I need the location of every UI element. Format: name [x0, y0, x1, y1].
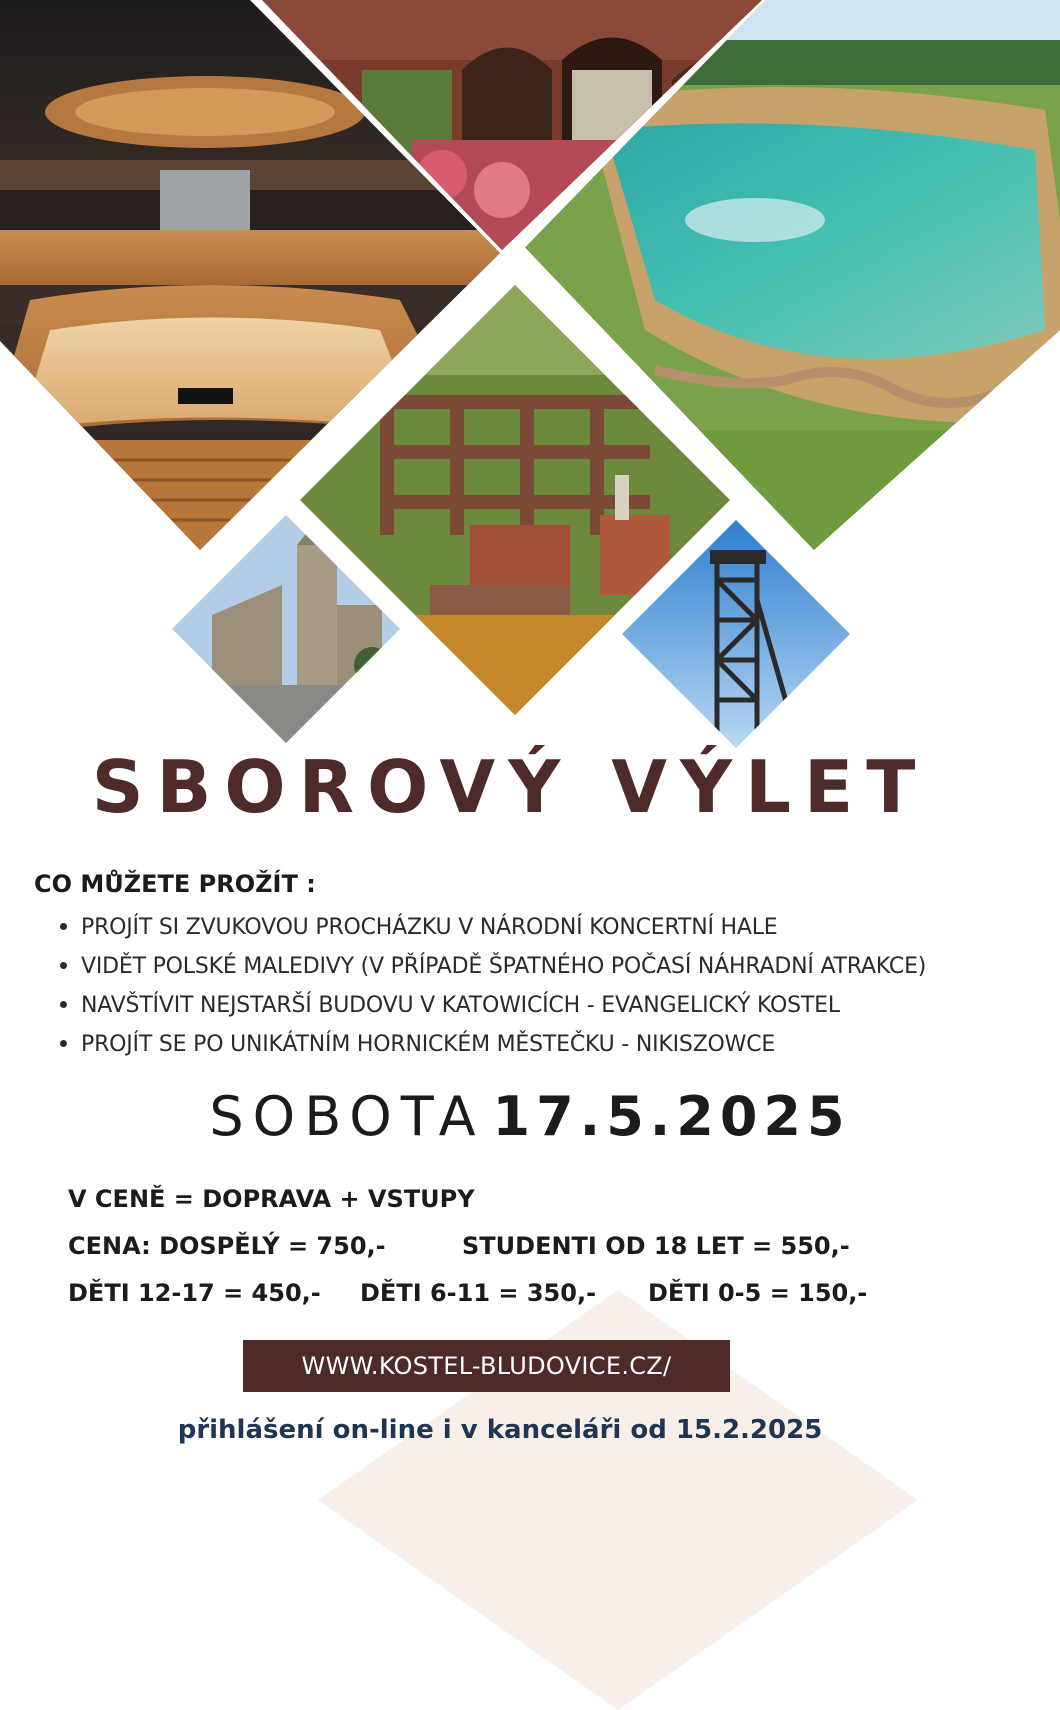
price-includes: V CENĚ = DOPRAVA + VSTUPY [68, 1185, 475, 1213]
price-children-12-17: DĚTI 12-17 = 450,- [68, 1279, 321, 1307]
photo-collage [0, 0, 1060, 760]
price-children-6-11: DĚTI 6-11 = 350,- [360, 1279, 597, 1307]
signup-info: přihlášení on-line i v kanceláři od 15.2.2025 [177, 1415, 823, 1445]
activity-text: PROJÍT SI ZVUKOVOU PROCHÁZKU V NÁRODNÍ KONCERTNÍ HALE [81, 915, 778, 940]
price-adult: CENA: DOSPĚLÝ = 750,- [68, 1232, 386, 1260]
activities-list [60, 908, 926, 1064]
bullet-icon [60, 1001, 67, 1008]
activity-text: NAVŠTÍVIT NEJSTARŠÍ BUDOVU V KATOWICÍCH - EVANGELICKÝ KOSTEL [81, 993, 840, 1018]
page-title: SBOROVÝ VÝLET [91, 745, 929, 829]
website-link[interactable]: WWW.KOSTEL-BLUDOVICE.CZ/ [243, 1340, 730, 1392]
activity-text: PROJÍT SE PO UNIKÁTNÍM HORNICKÉM MĚSTEČKU - NIKISZOWCE [81, 1032, 776, 1057]
price-row-2 [68, 1279, 968, 1311]
bullet-icon [60, 923, 67, 930]
list-item [60, 908, 926, 947]
event-day: SOBOTA [209, 1085, 485, 1148]
bullet-icon [60, 1040, 67, 1047]
activities-heading: CO MŮŽETE PROŽÍT : [34, 870, 316, 898]
price-row-1 [68, 1232, 968, 1264]
bullet-icon [60, 962, 67, 969]
price-children-0-5: DĚTI 0-5 = 150,- [648, 1279, 868, 1307]
price-students: STUDENTI OD 18 LET = 550,- [462, 1232, 850, 1260]
list-item [60, 1025, 926, 1064]
list-item [60, 986, 926, 1025]
activity-text: VIDĚT POLSKÉ MALEDIVY (V PŘÍPADĚ ŠPATNÉHO POČASÍ NÁHRADNÍ ATRAKCE) [81, 954, 927, 979]
event-date [0, 1085, 1060, 1148]
list-item [60, 947, 926, 986]
event-date-value: 17.5.2025 [492, 1085, 851, 1148]
